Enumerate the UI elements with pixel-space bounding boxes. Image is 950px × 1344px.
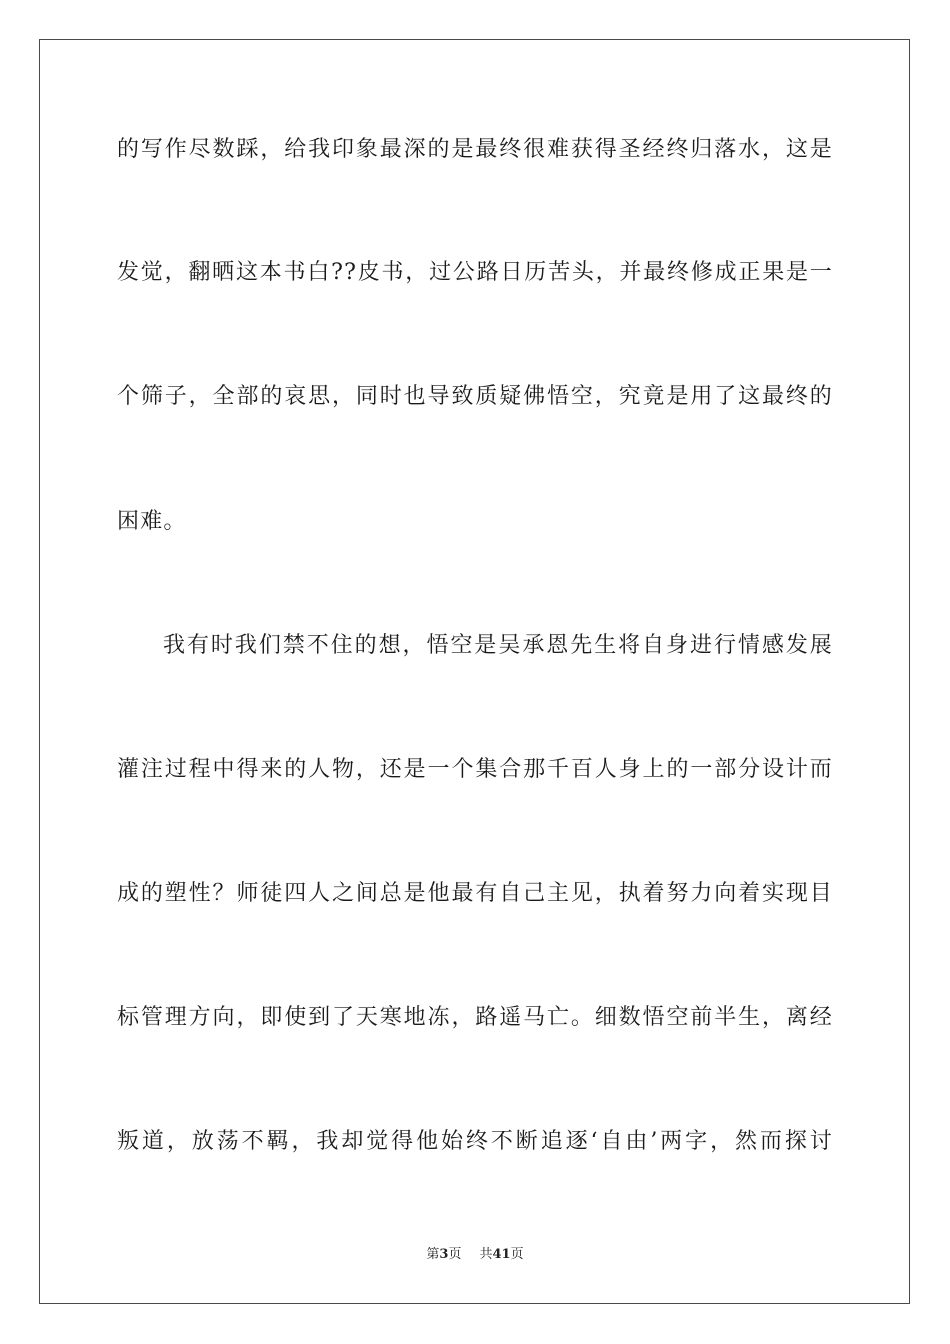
page-suffix: 页	[448, 1247, 462, 1262]
text-line-indented: 我有时我们禁不住的想，悟空是吴承恩先生将自身进行情感发展	[163, 633, 833, 658]
text-line: 困难。	[117, 509, 187, 534]
text-line: 个筛子，全部的哀思，同时也导致质疑佛悟空，究竟是用了这最终的	[117, 384, 833, 409]
page-border	[39, 39, 910, 1304]
total-suffix: 页	[510, 1247, 524, 1262]
total-pages: 41	[492, 1247, 511, 1262]
text-line: 灌注过程中得来的人物，还是一个集合那千百人身上的一部分设计而	[117, 757, 833, 782]
text-line: 叛道，放荡不羁，我却觉得他始终不断追逐‘自由’两字，然而探讨	[117, 1129, 833, 1154]
page-footer	[0, 1246, 950, 1264]
total-prefix: 共	[479, 1247, 493, 1262]
text-line: 发觉，翻晒这本书白??皮书，过公路日历苦头，并最终修成正果是一	[117, 260, 833, 285]
page-prefix: 第	[426, 1247, 440, 1262]
text-line: 的写作尽数踩，给我印象最深的是最终很难获得圣经终归落水，这是	[117, 137, 833, 162]
text-line: 成的塑性？师徒四人之间总是他最有自己主见，执着努力向着实现目	[117, 881, 833, 906]
page-number: 3	[439, 1247, 449, 1262]
text-line: 标管理方向，即使到了天寒地冻，路遥马亡。细数悟空前半生，离经	[117, 1005, 833, 1030]
